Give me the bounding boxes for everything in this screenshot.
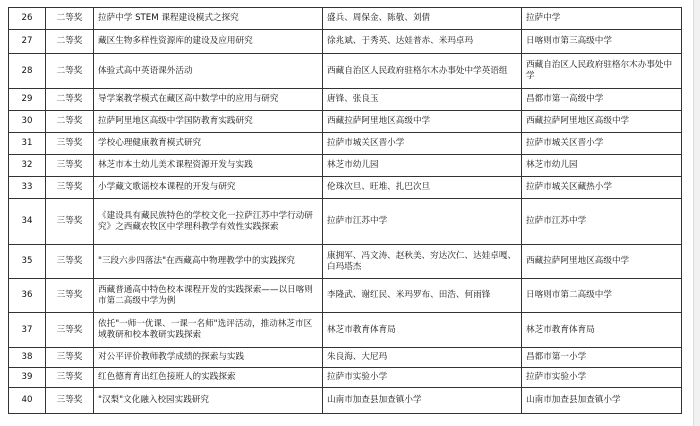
table-row — [9, 133, 682, 155]
table-row — [9, 368, 682, 388]
table-row — [9, 54, 682, 89]
table-row — [9, 30, 682, 54]
row-number: 31 — [9, 133, 46, 155]
awards-table — [8, 7, 682, 414]
authors: 西藏拉萨阿里地区高级中学 — [323, 111, 522, 133]
award-grade: 三等奖 — [46, 133, 94, 155]
table-row — [9, 177, 682, 199]
unit: 西藏拉萨阿里地区高级中学 — [522, 111, 682, 133]
unit: 昌都市第一高级中学 — [522, 89, 682, 111]
row-number: 37 — [9, 313, 46, 348]
window-edge — [693, 0, 700, 426]
row-number: 36 — [9, 279, 46, 313]
award-grade: 三等奖 — [46, 199, 94, 245]
authors: 李隆武、谢红民、米玛罗布、田浩、何雨锋 — [323, 279, 522, 313]
project-title: 《建设具有藏民族特色的学校文化一拉萨江苏中学行动研究》之西藏农牧区中学理科教学有效性实践探索 — [94, 199, 323, 245]
project-title: 体验式高中英语课外活动 — [94, 54, 323, 89]
unit: 昌都市第一小学 — [522, 348, 682, 368]
authors: 徐兆斌、于秀英、达娃普赤、米玛卓玛 — [323, 30, 522, 54]
project-title: 林芝市本土幼儿美术课程资源开发与实践 — [94, 155, 323, 177]
project-title: "汉梨"文化融入校园实践研究 — [94, 388, 323, 414]
award-grade: 二等奖 — [46, 30, 94, 54]
award-grade: 二等奖 — [46, 89, 94, 111]
award-grade: 三等奖 — [46, 279, 94, 313]
authors: 唐锋、张良玉 — [323, 89, 522, 111]
authors: 拉萨市城关区晋小学 — [323, 133, 522, 155]
award-grade: 二等奖 — [46, 8, 94, 30]
row-number: 40 — [9, 388, 46, 414]
authors: 山南市加查县加查镇小学 — [323, 388, 522, 414]
unit: 西藏自治区人民政府驻格尔木办事处中学 — [522, 54, 682, 89]
project-title: 藏区生物多样性资源库的建设及应用研究 — [94, 30, 323, 54]
authors: 伦珠次旦、旺堆、扎巴次旦 — [323, 177, 522, 199]
unit: 山南市加查县加查镇小学 — [522, 388, 682, 414]
table-row — [9, 111, 682, 133]
award-grade: 三等奖 — [46, 177, 94, 199]
award-grade: 三等奖 — [46, 245, 94, 279]
row-number: 38 — [9, 348, 46, 368]
authors: 林芝市教育体育局 — [323, 313, 522, 348]
row-number: 33 — [9, 177, 46, 199]
row-number: 26 — [9, 8, 46, 30]
table-row — [9, 388, 682, 414]
unit: 林芝市幼儿园 — [522, 155, 682, 177]
unit: 拉萨市城关区藏热小学 — [522, 177, 682, 199]
row-number: 39 — [9, 368, 46, 388]
table-row — [9, 89, 682, 111]
table-row — [9, 245, 682, 279]
project-title: 拉萨阿里地区高级中学国防教育实践研究 — [94, 111, 323, 133]
authors: 拉萨市江苏中学 — [323, 199, 522, 245]
award-grade: 三等奖 — [46, 155, 94, 177]
table-row — [9, 8, 682, 30]
row-number: 30 — [9, 111, 46, 133]
project-title: "三段六步四落法"在西藏高中物理教学中的实践探究 — [94, 245, 323, 279]
project-title: 红色德育育出红色接班人的实践探索 — [94, 368, 323, 388]
authors: 林芝市幼儿园 — [323, 155, 522, 177]
project-title: 学校心理健康教育模式研究 — [94, 133, 323, 155]
table-row — [9, 199, 682, 245]
award-grade: 三等奖 — [46, 368, 94, 388]
row-number: 34 — [9, 199, 46, 245]
award-grade: 二等奖 — [46, 54, 94, 89]
project-title: 依托"一师一优课、一课一名师"选评活动，推动林芝市区域教研和校本教研实践探索 — [94, 313, 323, 348]
unit: 林芝市教育体育局 — [522, 313, 682, 348]
unit: 拉萨中学 — [522, 8, 682, 30]
row-number: 32 — [9, 155, 46, 177]
award-grade: 三等奖 — [46, 313, 94, 348]
authors: 朱良海、大尼玛 — [323, 348, 522, 368]
row-number: 28 — [9, 54, 46, 89]
unit: 西藏拉萨阿里地区高级中学 — [522, 245, 682, 279]
project-title: 拉萨中学 STEM 课程建设模式之探究 — [94, 8, 323, 30]
authors: 西藏自治区人民政府驻格尔木办事处中学英语组 — [323, 54, 522, 89]
row-number: 29 — [9, 89, 46, 111]
table-row — [9, 348, 682, 368]
table-row — [9, 279, 682, 313]
table-row — [9, 155, 682, 177]
authors: 盛兵、周保金、陈敬、刘倩 — [323, 8, 522, 30]
unit: 日喀则市第二高级中学 — [522, 279, 682, 313]
unit: 日喀则市第三高级中学 — [522, 30, 682, 54]
unit: 拉萨市江苏中学 — [522, 199, 682, 245]
project-title: 对公平评价教师教学成绩的探索与实践 — [94, 348, 323, 368]
award-grade: 三等奖 — [46, 388, 94, 414]
row-number: 35 — [9, 245, 46, 279]
project-title: 西藏普通高中特色校本课程开发的实践探索——以日喀则市第二高级中学为例 — [94, 279, 323, 313]
row-number: 27 — [9, 30, 46, 54]
award-grade: 三等奖 — [46, 348, 94, 368]
authors: 拉萨市实验小学 — [323, 368, 522, 388]
unit: 拉萨市城关区晋小学 — [522, 133, 682, 155]
authors: 康拥军、冯文涛、赵秋美、穷达次仁、达娃卓嘎、白玛塔杰 — [323, 245, 522, 279]
project-title: 导学案教学模式在藏区高中数学中的应用与研究 — [94, 89, 323, 111]
project-title: 小学藏文歌谣校本课程的开发与研究 — [94, 177, 323, 199]
award-grade: 二等奖 — [46, 111, 94, 133]
unit: 拉萨市实验小学 — [522, 368, 682, 388]
table-row — [9, 313, 682, 348]
